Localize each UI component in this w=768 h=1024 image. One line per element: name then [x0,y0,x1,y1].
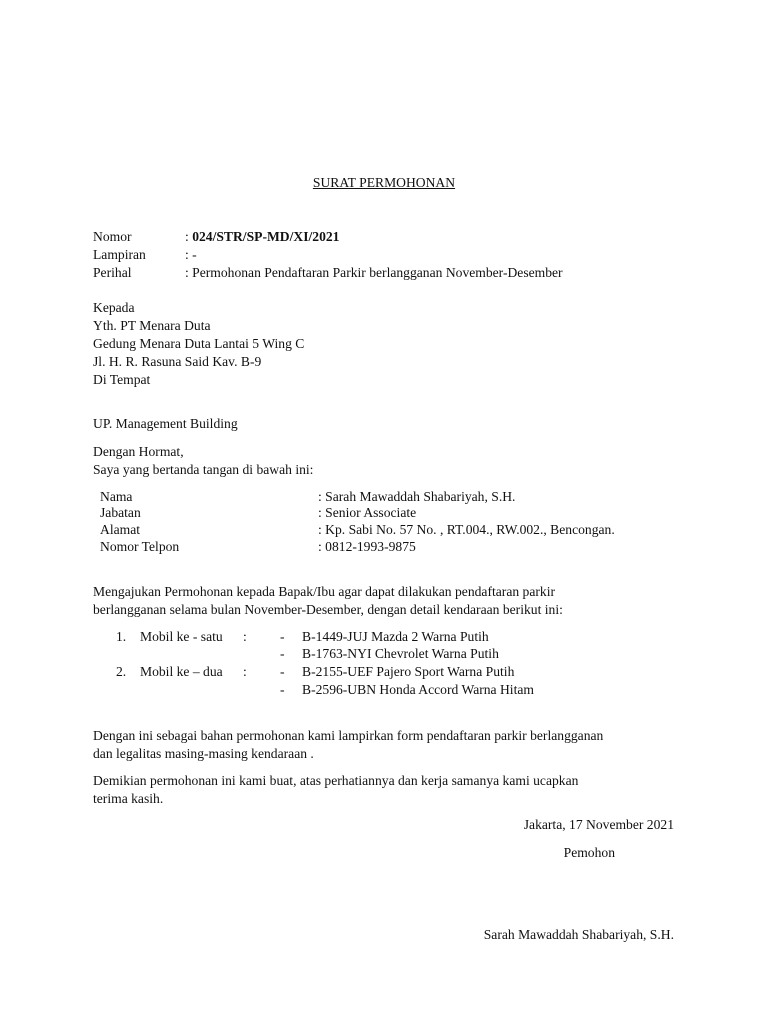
recipient-line: Jl. H. R. Rasuna Said Kav. B-9 [93,354,262,369]
request-line: berlangganan selama bulan November-Desember, dengan detail kendaraan berikut ini: [93,602,563,617]
closing-line: terima kasih. [93,791,164,806]
identity-label: Jabatan [100,505,141,520]
vehicle-plate: B-1763-NYI Chevrolet Warna Putih [302,646,499,661]
header-value-lampiran: : - [185,247,197,262]
signer-name: Sarah Mawaddah Shabariyah, S.H. [483,927,674,942]
greeting: Dengan Hormat, [93,444,184,459]
vehicle-label: Mobil ke - satu [140,629,223,644]
attachment-line: dan legalitas masing-masing kendaraan . [93,746,314,761]
header-label-perihal: Perihal [93,265,132,280]
closing-line: Demikian permohonan ini kami buat, atas perhatiannya dan kerja samanya kami ucapkan [93,773,579,788]
vehicle-number: 2. [116,664,127,679]
place-date: Jakarta, 17 November 2021 [523,817,674,832]
header-value-perihal: : Permohonan Pendaftaran Parkir berlangganan November-Desember [185,265,563,280]
bullet-dash: - [280,629,285,644]
vehicle-plate: B-2155-UEF Pajero Sport Warna Putih [302,664,515,679]
letter-title: SURAT PERMOHONAN [312,175,456,190]
request-line: Mengajukan Permohonan kepada Bapak/Ibu agar dapat dilakukan pendaftaran parkir [93,584,556,599]
bullet-dash: - [280,646,285,661]
vehicle-plate: B-1449-JUJ Mazda 2 Warna Putih [302,629,489,644]
vehicle-colon: : [243,629,247,644]
recipient-line: Gedung Menara Duta Lantai 5 Wing C [93,336,305,351]
recipient-line: Kepada [93,300,135,315]
header-label-nomor: Nomor [93,229,132,244]
identity-label: Nomor Telpon [100,539,180,554]
applicant-label: Pemohon [563,845,615,860]
header-value-nomor [185,228,339,245]
vehicle-colon: : [243,664,247,679]
identity-value: : Senior Associate [318,505,417,520]
vehicle-label: Mobil ke – dua [140,664,223,679]
attachment-line: Dengan ini sebagai bahan permohonan kami lampirkan form pendaftaran parkir berlangganan [93,728,604,743]
identity-value: : Sarah Mawaddah Shabariyah, S.H. [318,489,516,504]
identity-value: : 0812-1993-9875 [318,539,416,554]
recipient-line: Yth. PT Menara Duta [93,318,211,333]
identity-value: : Kp. Sabi No. 57 No. , RT.004., RW.002., Bencongan. [318,522,615,537]
letter-number: 024/STR/SP-MD/XI/2021 [192,229,340,244]
bullet-dash: - [280,664,285,679]
intro-line: Saya yang bertanda tangan di bawah ini: [93,462,314,477]
attention-line: UP. Management Building [93,416,238,431]
identity-label: Alamat [100,522,141,537]
header-colon: : [185,229,193,244]
vehicle-plate: B-2596-UBN Honda Accord Warna Hitam [302,682,534,697]
header-label-lampiran: Lampiran [93,247,146,262]
recipient-line: Di Tempat [93,372,151,387]
vehicle-number: 1. [116,629,127,644]
identity-label: Nama [100,489,133,504]
bullet-dash: - [280,682,285,697]
